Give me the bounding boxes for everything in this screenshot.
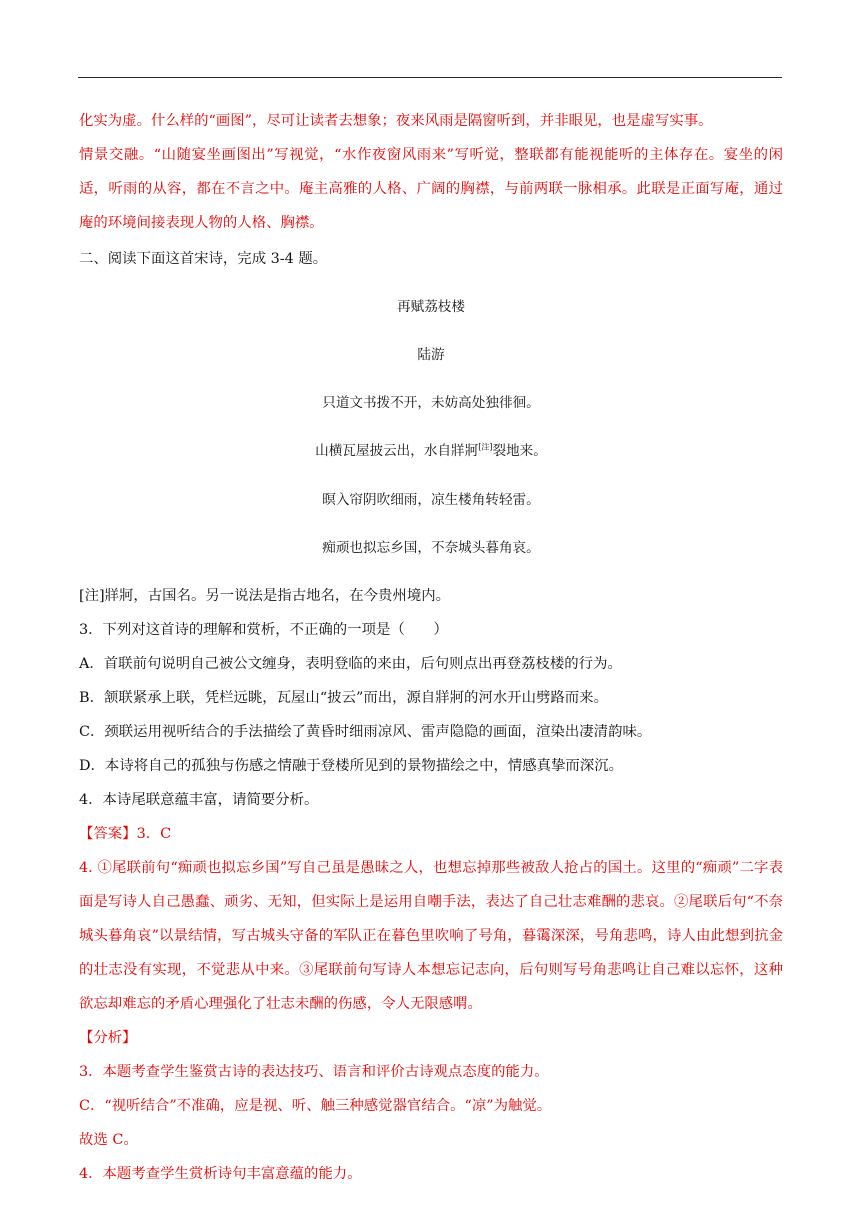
document-body [79,104,783,1191]
poem-note-marker: [注] [478,442,493,452]
poem-line-2 [79,434,783,469]
analysis-line-3: 故选 C。 [79,1132,138,1149]
section-heading: 二、阅读下面这首宋诗，完成 3-4 题。 [79,251,328,267]
answer-q3: 3．C [136,826,172,843]
analysis-label: 【分析】 [79,1030,137,1047]
question-3-option-b: B．颔联紧承上联，凭栏远眺，瓦屋山“披云”而出，源自牂牁的河水开山劈路而来。 [79,690,608,707]
intro-line: 化实为虚。什么样的“画图”，尽可让读者去想象；夜来风雨是隔窗听到，并非眼见，也是虚写实事。 [79,113,713,129]
question-3-stem: 3．下列对这首诗的理解和赏析，不正确的一项是（ ） [79,622,448,639]
poem-line-4: 痴顽也拟忘乡国，不奈城头暮角哀。 [322,540,540,557]
poem [79,290,783,566]
analysis-line-4: 4．本题考查学生赏析诗句丰富意蕴的能力。 [79,1166,362,1183]
answer-label: 【答案】 [79,826,137,843]
analysis-line-1: 3．本题考查学生鉴赏古诗的表达技巧、语言和评价古诗观点态度的能力。 [79,1064,549,1081]
intro-paragraph: 情景交融。“山随宴坐画图出”写视觉，“水作夜窗风雨来”写听觉，整联都有能视能听的主体存在。宴坐的闲适，听雨的从容，都在不言之中。庵主高雅的人格、广阔的胸襟，与前两联一脉相承。此联是正面写庵，通过庵的环境间接表现人物的人格、胸襟。 [79,147,783,231]
poem-title: 再赋荔枝楼 [397,298,465,315]
poem-line-1: 只道文书拨不开，未妨高处独徘徊。 [322,395,540,412]
analysis-line-2: C．“视听结合”不准确，应是视、听、触三种感觉器官结合。“凉”为触觉。 [79,1098,552,1115]
header-rule [78,77,782,78]
poem-note: [注]牂牁，古国名。另一说法是指古地名，在今贵州境内。 [79,588,450,605]
poem-line-2-a: 山横瓦屋披云出，水自牂牁 [315,443,479,460]
question-3-option-d: D．本诗将自己的孤独与伤感之情融于登楼所见到的景物描绘之中，情感真挚而深沉。 [79,758,623,775]
answer-line [79,817,783,851]
poem-line-2-b: 裂地来。 [492,443,547,460]
question-3-option-a: A．首联前句说明自己被公文缠身，表明登临的来由，后句则点出再登荔枝楼的行为。 [79,656,622,673]
question-4: 4．本诗尾联意蕴丰富，请简要分析。 [79,792,319,809]
question-3-option-c: C．颈联运用视听结合的手法描绘了黄昏时细雨凉风、雷声隐隐的画面，渲染出凄清韵味。 [79,724,652,741]
poem-author: 陆游 [417,346,445,363]
poem-line-3: 暝入帘阴吹细雨，凉生楼角转轻雷。 [322,491,540,508]
answer-q4: 4. ①尾联前句“痴顽也拟忘乡国”写自己虽是愚昧之人，也想忘掉那些被敌人抢占的国土。这里的“痴顽”二字表面是写诗人自己愚蠢、顽劣、无知，但实际上是运用自嘲手法，表达了自己壮志难酬的悲哀。②尾联后句“不奈城头暮角哀”以景结情，写古城头守备的军队正在暮色里吹响了号角，暮霭深深，号角悲鸣，诗人由此想到抗金的壮志没有实现，不觉悲从中来。③尾联前句写诗人本想忘记志向，后句则写号角悲鸣让自己难以忘怀，这种欲忘却难忘的矛盾心理强化了壮志未酬的伤感，令人无限感喟。 [79,860,783,1013]
